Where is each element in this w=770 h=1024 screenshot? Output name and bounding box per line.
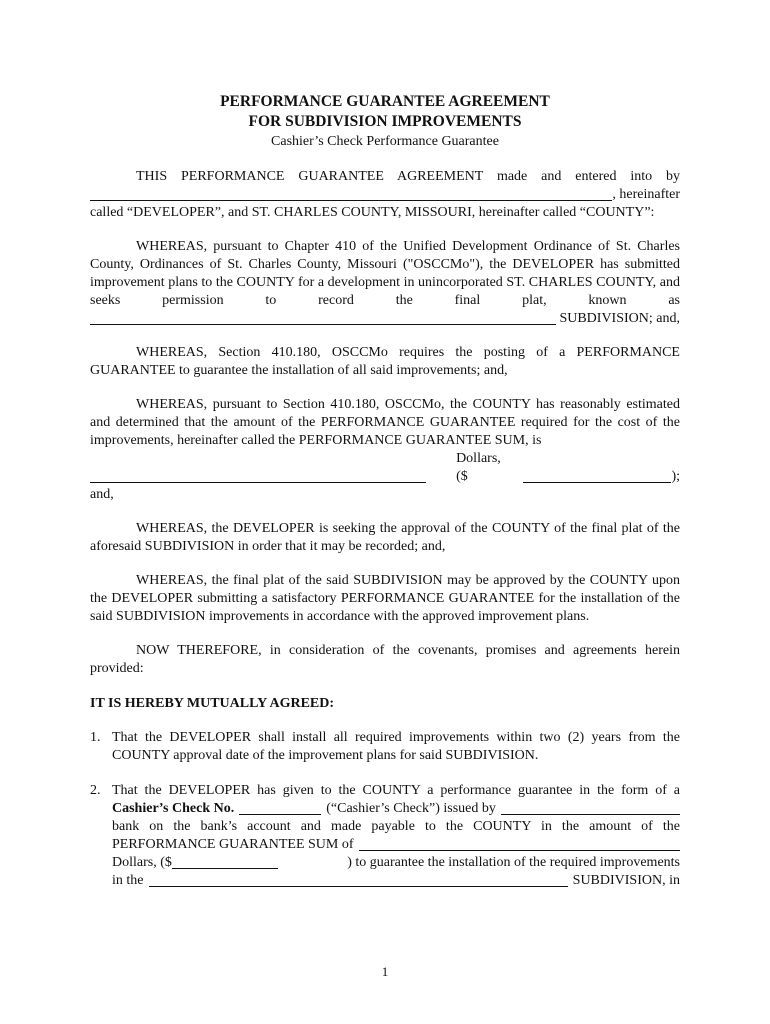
- item-number: 2.: [90, 783, 101, 798]
- item-2-line4: [112, 836, 680, 854]
- and-text: and,: [90, 487, 114, 502]
- sum-words-blank[interactable]: [359, 837, 680, 851]
- whereas-chapter-paragraph: WHEREAS, pursuant to Chapter 410 of the Unified Development Ordinance of St. Charles County, Ordinances of St. Charles County, Missouri ("OSCCMo"), the DEVELOPER has submitted improvement plans to the COUNTY for a development in unincorporated ST. CHARLES COUNTY, and seeks permission to record the final plat, known as: [90, 239, 680, 308]
- list-item: [90, 782, 680, 890]
- cashiers-check-label: Cashier’s Check No.: [112, 801, 235, 816]
- item-number: 1.: [90, 730, 101, 745]
- whereas-estimate-paragraph: WHEREAS, pursuant to Section 410.180, OSCCMo, the COUNTY has reasonably estimated and determined that the amount of the PERFORMANCE GUARANTEE required for the cost of the improvements, hereinafter called the PERFORMANCE GUARANTEE SUM, is: [90, 397, 680, 448]
- agreement-list: [90, 729, 680, 890]
- item-2-line2: [112, 800, 680, 818]
- issued-by-text: (“Cashier’s Check”) issued by: [326, 801, 496, 816]
- subdivision-and-text: SUBDIVISION; and,: [559, 311, 680, 326]
- subdivision-name-blank[interactable]: [90, 311, 556, 325]
- in-the-text: in the: [112, 873, 144, 888]
- agreement-heading: IT IS HEREBY MUTUALLY AGREED:: [90, 696, 335, 711]
- now-therefore-paragraph: NOW THEREFORE, in consideration of the covenants, promises and agreements herein provided:: [90, 643, 680, 676]
- subdivision-name-row: [90, 310, 680, 328]
- guarantee-sum-row: [90, 450, 680, 486]
- issuing-bank-blank[interactable]: [501, 801, 680, 815]
- item-text: That the DEVELOPER shall install all required improvements within two (2) years from the COUNTY approval date of the improvement plans for said SUBDIVISION.: [112, 730, 680, 763]
- intro-paragraph-line1: THIS PERFORMANCE GUARANTEE AGREEMENT made and entered into by: [136, 169, 680, 184]
- item-2-line5: [112, 854, 680, 872]
- page-number: 1: [381, 964, 389, 979]
- whereas-section-paragraph: WHEREAS, Section 410.180, OSCCMo requires the posting of a PERFORMANCE GUARANTEE to guarantee the installation of all said improvements; and,: [90, 345, 680, 378]
- amount-close-paren: );: [671, 469, 680, 484]
- whereas-final-plat-paragraph: WHEREAS, the final plat of the said SUBDIVISION may be approved by the COUNTY upon the DEVELOPER submitting a satisfactory PERFORMANCE GUARANTEE for the installation of the said SUBDIVISION improvements in accordance with the approved improvement plans.: [90, 573, 680, 624]
- whereas-approval-paragraph: WHEREAS, the DEVELOPER is seeking the approval of the COUNTY of the final plat of the aforesaid SUBDIVISION in order that it may be recorded; and,: [90, 521, 680, 554]
- intro-paragraph-rest: called “DEVELOPER”, and ST. CHARLES COUNTY, MISSOURI, hereinafter called “COUNTY”:: [90, 205, 655, 220]
- guarantee-sum-words-blank[interactable]: [90, 469, 426, 483]
- list-item: [90, 729, 680, 765]
- item-2-line3: bank on the bank’s account and made payable to the COUNTY in the amount of the: [112, 819, 680, 834]
- title-line-2: FOR SUBDIVISION IMPROVEMENTS: [248, 113, 522, 130]
- dollars-label: Dollars, ($: [456, 451, 501, 484]
- document-page: [90, 92, 680, 890]
- subdivision-in-text: SUBDIVISION, in: [572, 873, 680, 888]
- subdivision-blank[interactable]: [149, 873, 568, 887]
- item-2-line1: That the DEVELOPER has given to the COUNTY a performance guarantee in the form of a: [112, 783, 680, 798]
- item2-amount-blank[interactable]: [172, 855, 278, 869]
- developer-name-blank[interactable]: [90, 187, 612, 201]
- to-guarantee-text: ) to guarantee the installation of the required improvements: [347, 855, 680, 870]
- developer-name-row: [90, 186, 680, 204]
- title-line-1: PERFORMANCE GUARANTEE AGREEMENT: [220, 93, 550, 110]
- guarantee-sum-amount-blank[interactable]: [523, 469, 671, 483]
- check-number-blank[interactable]: [239, 801, 321, 815]
- sum-of-text: PERFORMANCE GUARANTEE SUM of: [112, 837, 354, 852]
- item-2-line6: [112, 872, 680, 890]
- subtitle: Cashier’s Check Performance Guarantee: [271, 134, 499, 149]
- item2-dollars-label: Dollars, ($: [112, 855, 172, 870]
- hereinafter-text: , hereinafter: [612, 187, 680, 202]
